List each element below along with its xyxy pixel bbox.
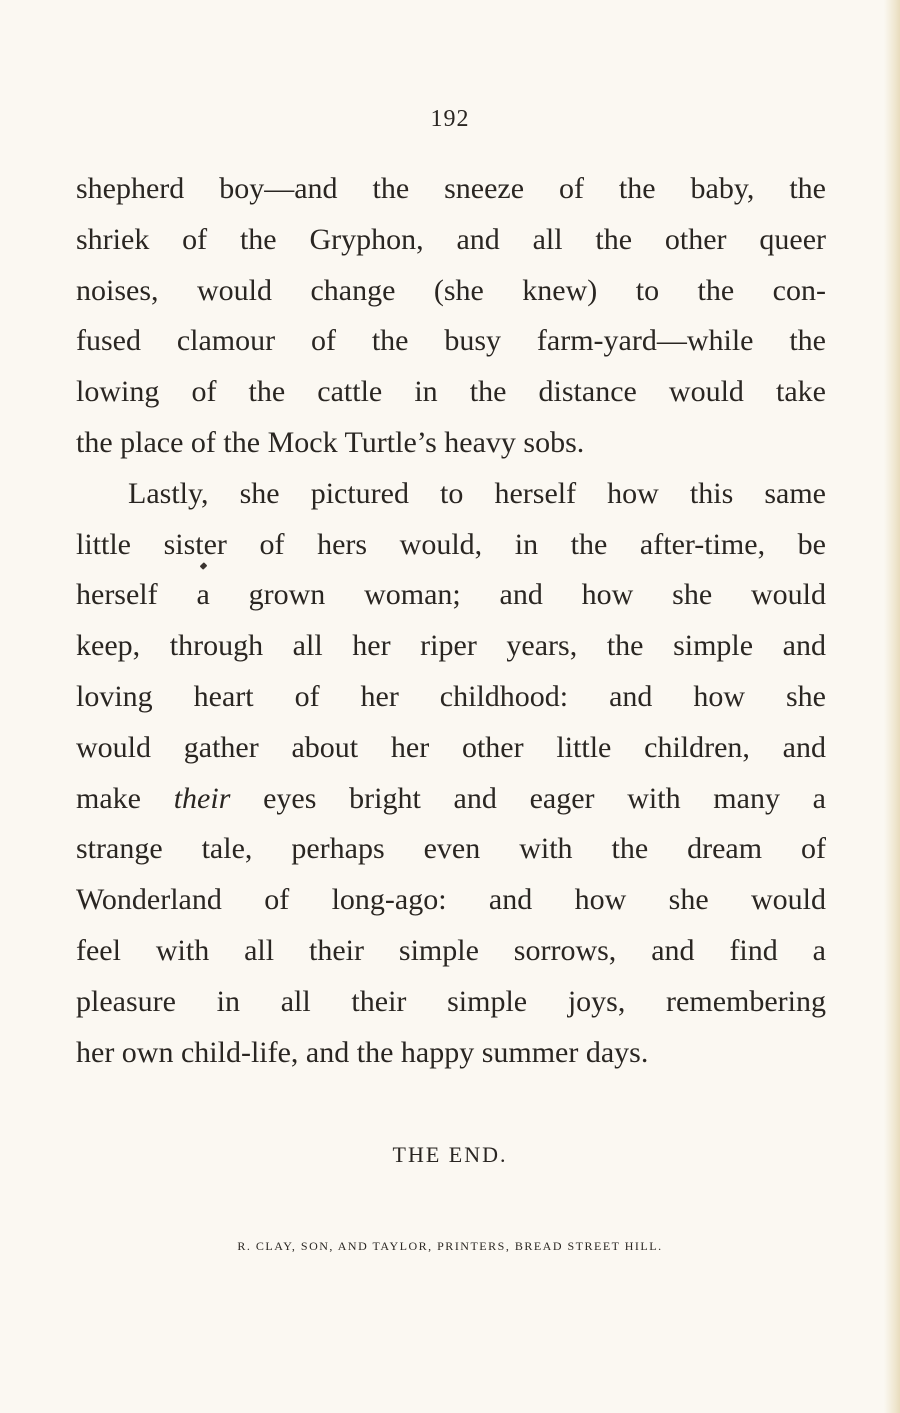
end-title: THE END.: [392, 1142, 508, 1167]
paragraph-1: [76, 164, 826, 469]
printer-imprint: R. CLAY, SON, AND TAYLOR, PRINTERS, BREAD STREET HILL.: [237, 1239, 663, 1253]
text-line: feel with all their simple sorrows, and find a: [76, 933, 826, 967]
page-number: 192: [430, 106, 470, 132]
body-text: [76, 164, 826, 1078]
text-line: the place of the Mock Turtle’s heavy sobs.: [76, 425, 585, 459]
text-line: little sister of hers would, in the after-time, be: [76, 527, 826, 561]
text-line: pleasure in all their simple joys, remembering: [76, 984, 826, 1018]
text-run: eyes bright and eager with many a: [230, 781, 826, 815]
text-line-emphasis: [76, 774, 826, 825]
text-line: Wonderland of long-ago: and how she would: [76, 883, 826, 917]
paragraph-2: [76, 469, 826, 1079]
text-line: lowing of the cattle in the distance would take: [76, 375, 826, 409]
text-run: make: [76, 781, 174, 815]
text-line: would gather about her other little children, and: [76, 730, 826, 764]
text-line: strange tale, perhaps even with the dream of: [76, 832, 826, 866]
text-line: herself a grown woman; and how she would: [76, 578, 826, 612]
text-line: loving heart of her childhood: and how she: [76, 679, 826, 713]
text-line: keep, through all her riper years, the simple and: [76, 629, 826, 663]
text-line: her own child-life, and the happy summer days.: [76, 1035, 649, 1069]
text-line: noises, would change (she knew) to the con-: [76, 273, 826, 307]
text-line: shepherd boy—and the sneeze of the baby, the: [76, 172, 826, 205]
text-line: Lastly, she pictured to herself how this same: [128, 476, 826, 510]
text-line: fused clamour of the busy farm-yard—while the: [76, 324, 826, 358]
emphasis-word: their: [173, 781, 231, 815]
page-edge-shadow: [884, 0, 900, 1413]
text-line: shriek of the Gryphon, and all the other queer: [76, 222, 826, 256]
